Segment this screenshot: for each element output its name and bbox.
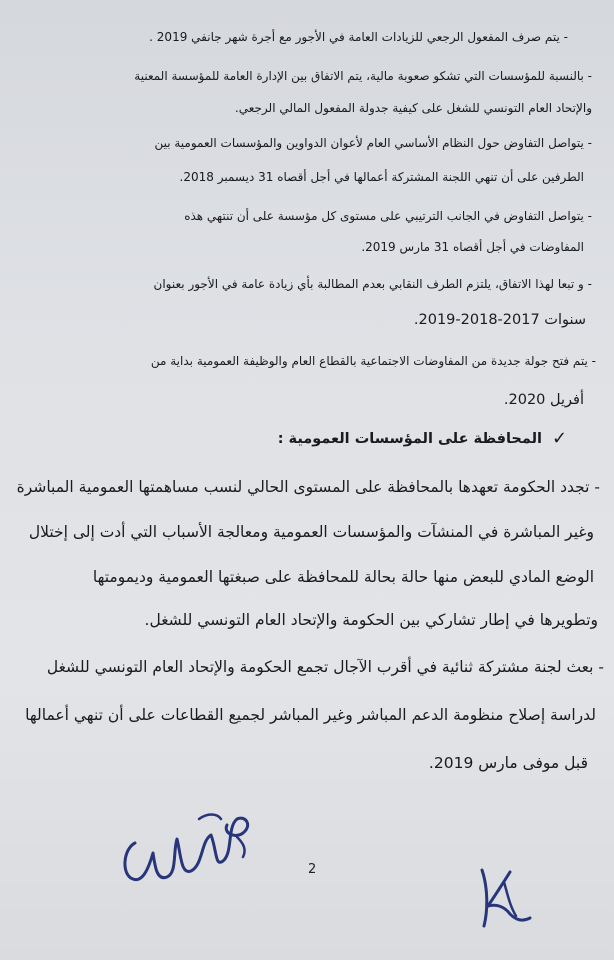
text-line-10: - يتم فتح جولة جديدة من المفاوضات الاجتماعية بالقطاع العام والوظيفة العمومية بداية من bbox=[150, 354, 596, 368]
signature-left bbox=[115, 805, 260, 890]
section-heading: المحافظة على المؤسسات العمومية : bbox=[277, 431, 542, 447]
text-line-11: أفريل 2020. bbox=[503, 392, 584, 408]
text-line-12: - تجدد الحكومة تعهدها بالمحافظة على المستوى الحالي لنسب مساهمتها العمومية المباشرة bbox=[16, 478, 600, 496]
text-line-3: والإتحاد العام التونسي للشغل على كيفية جدولة المفعول المالي الرجعي. bbox=[234, 101, 592, 115]
text-line-5: الطرفين على أن تنهي اللجنة المشتركة أعمالها في أجل أقصاه 31 ديسمبر 2018. bbox=[179, 170, 584, 184]
text-line-2: - بالنسبة للمؤسسات التي تشكو صعوبة مالية، يتم الاتفاق بين الإدارة العامة للمؤسسة المعنية bbox=[134, 69, 592, 83]
text-line-18: قبل موفى مارس 2019. bbox=[428, 754, 588, 772]
text-line-14: الوضع المادي للبعض منها حالة بحالة للمحافظة على صبغتها العمومية وديمومتها bbox=[92, 568, 594, 586]
text-line-9: سنوات 2017-2018-2019. bbox=[413, 312, 586, 328]
signature-right bbox=[470, 862, 540, 932]
checkmark-icon: ✓ bbox=[552, 428, 568, 449]
text-line-13: وغير المباشرة في المنشآت والمؤسسات العمومية ومعالجة الأسباب التي أدت إلى إختلال bbox=[28, 523, 594, 541]
text-line-1: - يتم صرف المفعول الرجعي للزيادات العامة في الأجور مع أجرة شهر جانفي 2019 . bbox=[149, 30, 568, 44]
text-line-8: - و تبعا لهذا الاتفاق، يلتزم الطرف النقابي بعدم المطالبة بأي زيادة عامة في الأجور بعنوان bbox=[153, 277, 592, 291]
text-line-16: - بعث لجنة مشتركة ثنائية في أقرب الآجال تجمع الحكومة والإتحاد العام التونسي للشغل bbox=[46, 658, 604, 676]
text-line-15: وتطويرها في إطار تشاركي بين الحكومة والإتحاد العام التونسي للشغل. bbox=[144, 611, 598, 629]
text-line-4: - يتواصل التفاوض حول النظام الأساسي العام لأعوان الدواوين والمؤسسات العمومية بين bbox=[154, 136, 592, 150]
text-line-6: - يتواصل التفاوض في الجانب الترتيبي على مستوى كل مؤسسة على أن تنتهي هذه bbox=[184, 209, 592, 223]
text-line-17: لدراسة إصلاح منظومة الدعم المباشر وغير المباشر لجميع القطاعات على أن تنهي أعمالها bbox=[25, 706, 596, 724]
text-line-7: المفاوضات في أجل أقصاه 31 مارس 2019. bbox=[361, 240, 584, 254]
page-number: 2 bbox=[308, 862, 317, 877]
